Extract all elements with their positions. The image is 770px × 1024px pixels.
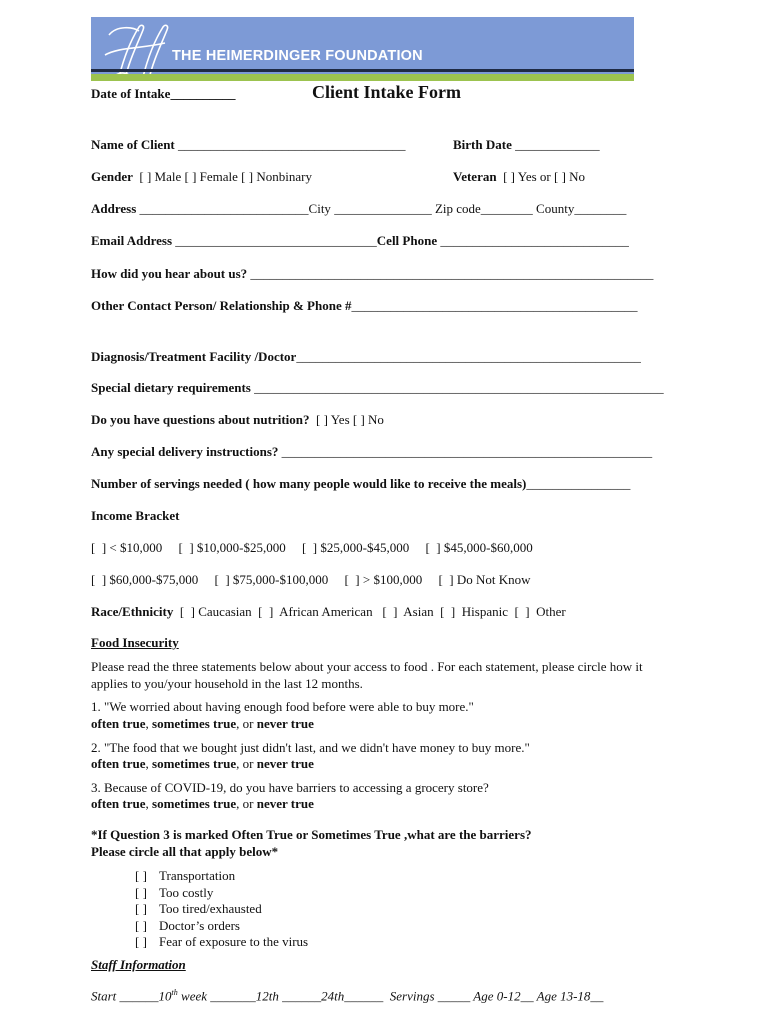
- date-blank[interactable]: __________: [170, 86, 236, 101]
- dietary-field[interactable]: [91, 380, 664, 396]
- food-question-3: 3. Because of COVID-19, do you have barriers to accessing a grocery store?: [91, 780, 489, 795]
- barrier-list: [135, 868, 308, 951]
- dietary-blank[interactable]: _______________________________________________________________: [254, 380, 664, 395]
- foundation-banner: [91, 17, 634, 81]
- nutrition-label: Do you have questions about nutrition?: [91, 412, 310, 427]
- barrier-checkbox[interactable]: [ ]: [135, 901, 147, 916]
- twelfth-blank[interactable]: ______: [282, 988, 322, 1004]
- staff-info-row[interactable]: [91, 988, 603, 1004]
- staff-heading: Staff Information: [91, 957, 186, 972]
- gender-field[interactable]: [91, 169, 312, 185]
- servings-blank[interactable]: ________________: [526, 476, 631, 491]
- servings-field[interactable]: [91, 476, 630, 492]
- barrier-item-too-tired[interactable]: [135, 901, 308, 918]
- diagnosis-label: Diagnosis/Treatment Facility /Doctor: [91, 349, 297, 364]
- food-answers-1[interactable]: [91, 716, 314, 732]
- answer-never-true[interactable]: never true: [256, 716, 314, 731]
- client-name-field[interactable]: [91, 137, 406, 153]
- staff-info-heading: [91, 957, 186, 973]
- answer-often-true[interactable]: often true: [91, 796, 146, 811]
- email-blank[interactable]: _______________________________: [175, 233, 377, 248]
- hear-about-us-field[interactable]: [91, 266, 653, 282]
- name-label: Name of Client: [91, 137, 175, 152]
- race-label: Race/Ethnicity: [91, 604, 174, 619]
- contact-label: Other Contact Person/ Relationship & Phone #: [91, 298, 352, 313]
- hear-label: How did you hear about us?: [91, 266, 248, 281]
- twentyfourth-blank[interactable]: ______: [344, 988, 384, 1004]
- diagnosis-field[interactable]: [91, 349, 641, 365]
- barrier-checkbox[interactable]: [ ]: [135, 917, 147, 933]
- veteran-label: Veteran: [453, 169, 497, 184]
- email-phone-row[interactable]: [91, 233, 629, 249]
- birth-label: Birth Date: [453, 137, 512, 152]
- phone-blank[interactable]: _____________________________: [440, 233, 629, 248]
- other-contact-field[interactable]: [91, 298, 637, 314]
- food-answers-2[interactable]: [91, 756, 314, 772]
- county-blank[interactable]: ________: [574, 201, 627, 216]
- food-insecurity-heading: [91, 635, 179, 651]
- barrier-checkbox[interactable]: [ ]: [135, 884, 147, 900]
- income-options-row-1[interactable]: [ ] < $10,000 [ ] $10,000-$25,000 [ ] $25,000-$45,000 [ ] $45,000-$60,000: [91, 540, 533, 555]
- food-intro-line2: applies to you/your household in the last 12 months.: [91, 676, 363, 691]
- th-superscript: th: [171, 988, 178, 997]
- contact-blank[interactable]: ____________________________________________: [351, 298, 638, 313]
- servings-staff-label: Servings: [389, 988, 438, 1004]
- twentyfourth-label: 24th: [321, 988, 345, 1004]
- zip-blank[interactable]: ________: [480, 201, 533, 216]
- week-blank[interactable]: _______: [210, 988, 256, 1004]
- veteran-options[interactable]: [ ] Yes or [ ] No: [503, 169, 586, 184]
- food-answers-3[interactable]: [91, 796, 314, 812]
- page-title: Client Intake Form: [312, 82, 461, 102]
- answer-sep: , or: [236, 756, 257, 771]
- gender-options[interactable]: [ ] Male [ ] Female [ ] Nonbinary: [139, 169, 312, 184]
- banner-stripe-navy: [91, 69, 634, 72]
- nutrition-field[interactable]: [91, 412, 384, 428]
- barrier-label: Doctor’s orders: [159, 917, 240, 933]
- barrier-label: Too tired/exhausted: [159, 901, 262, 916]
- diagnosis-blank[interactable]: _____________________________________________________: [296, 349, 641, 364]
- food-intro-line1: Please read the three statements below about your access to food . For each statement, please circle how it: [91, 659, 643, 674]
- week-label: week: [177, 988, 211, 1004]
- income-heading: [91, 508, 179, 524]
- barrier-checkbox[interactable]: [ ]: [135, 868, 147, 883]
- answer-sep: ,: [145, 756, 153, 771]
- answer-sep: ,: [145, 796, 153, 811]
- nutrition-options[interactable]: [ ] Yes [ ] No: [316, 412, 384, 427]
- age-0-12-label: Age 0-12: [470, 988, 521, 1004]
- race-field[interactable]: [91, 604, 566, 620]
- answer-never-true[interactable]: never true: [256, 796, 314, 811]
- age-0-12-blank[interactable]: __: [520, 988, 534, 1004]
- food-question-1: 1. "We worried about having enough food before were able to buy more.": [91, 699, 474, 714]
- answer-sometimes-true[interactable]: sometimes true: [152, 796, 237, 811]
- answer-sep: , or: [236, 796, 257, 811]
- name-blank[interactable]: ___________________________________: [178, 137, 406, 152]
- age-13-18-blank[interactable]: __: [590, 988, 604, 1004]
- answer-sep: , or: [236, 716, 257, 731]
- barrier-label: Fear of exposure to the virus: [159, 934, 309, 949]
- barrier-q1: *If Question 3 is marked Often True or Sometimes True ,what are the barriers?: [91, 827, 532, 842]
- zip-label: Zip code: [434, 201, 481, 216]
- income-label: Income Bracket: [91, 508, 180, 523]
- twelfth-label: 12th: [255, 988, 283, 1004]
- servings-label: Number of servings needed ( how many people would like to receive the meals): [91, 476, 527, 491]
- barrier-item-fear-of-exposure[interactable]: [135, 934, 308, 951]
- barrier-question-line1: [91, 827, 532, 843]
- start-label: Start: [91, 988, 117, 1004]
- answer-never-true[interactable]: never true: [256, 756, 314, 771]
- phone-label: Cell Phone: [376, 233, 438, 248]
- delivery-label: Any special delivery instructions?: [91, 444, 279, 459]
- race-options[interactable]: [ ] Caucasian [ ] African American [ ] Asian [ ] Hispanic [ ] Other: [179, 604, 566, 619]
- servings-staff-blank[interactable]: _____: [437, 988, 471, 1004]
- hear-blank[interactable]: ______________________________________________________________: [250, 266, 654, 281]
- answer-sep: ,: [145, 716, 153, 731]
- barrier-item-doctors-orders[interactable]: [135, 918, 308, 935]
- answer-often-true[interactable]: often true: [91, 756, 146, 771]
- start-blank[interactable]: ______: [119, 988, 159, 1004]
- barrier-item-transportation[interactable]: [135, 868, 308, 885]
- income-options-row-2[interactable]: [ ] $60,000-$75,000 [ ] $75,000-$100,000 [ ] > $100,000 [ ] Do Not Know: [91, 572, 531, 587]
- barrier-checkbox[interactable]: [ ]: [135, 934, 147, 949]
- address-blank[interactable]: __________________________: [139, 201, 309, 216]
- address-row[interactable]: [91, 201, 626, 217]
- answer-sometimes-true[interactable]: sometimes true: [152, 716, 237, 731]
- barrier-label: Transportation: [159, 868, 236, 883]
- date-of-intake[interactable]: [91, 86, 235, 102]
- barrier-label: Too costly: [159, 884, 214, 900]
- date-label: Date of Intake: [91, 86, 171, 101]
- address-label: Address: [91, 201, 137, 216]
- food-heading: Food Insecurity: [91, 635, 179, 650]
- birth-blank[interactable]: _____________: [515, 137, 600, 152]
- birth-date-field[interactable]: [453, 137, 600, 153]
- tenth-label: 10: [158, 988, 172, 1004]
- answer-often-true[interactable]: often true: [91, 716, 146, 731]
- barrier-q2: Please circle all that apply below*: [91, 844, 279, 859]
- food-question-2: 2. "The food that we bought just didn't last, and we didn't have money to buy more.": [91, 740, 530, 755]
- dietary-label: Special dietary requirements: [91, 380, 251, 395]
- banner-stripe-green: [91, 74, 634, 81]
- city-blank[interactable]: _______________: [334, 201, 432, 216]
- age-13-18-label: Age 13-18: [533, 988, 591, 1004]
- barrier-item-too-costly[interactable]: [135, 885, 308, 902]
- answer-sometimes-true[interactable]: sometimes true: [152, 756, 237, 771]
- city-label: City: [308, 201, 331, 216]
- delivery-field[interactable]: [91, 444, 652, 460]
- email-label: Email Address: [91, 233, 173, 248]
- barrier-question-line2: [91, 844, 278, 860]
- county-label: County: [536, 201, 575, 216]
- foundation-name: THE HEIMERDINGER FOUNDATION: [172, 48, 423, 64]
- gender-label: Gender: [91, 169, 133, 184]
- veteran-field[interactable]: [453, 169, 585, 185]
- delivery-blank[interactable]: _________________________________________________________: [281, 444, 653, 459]
